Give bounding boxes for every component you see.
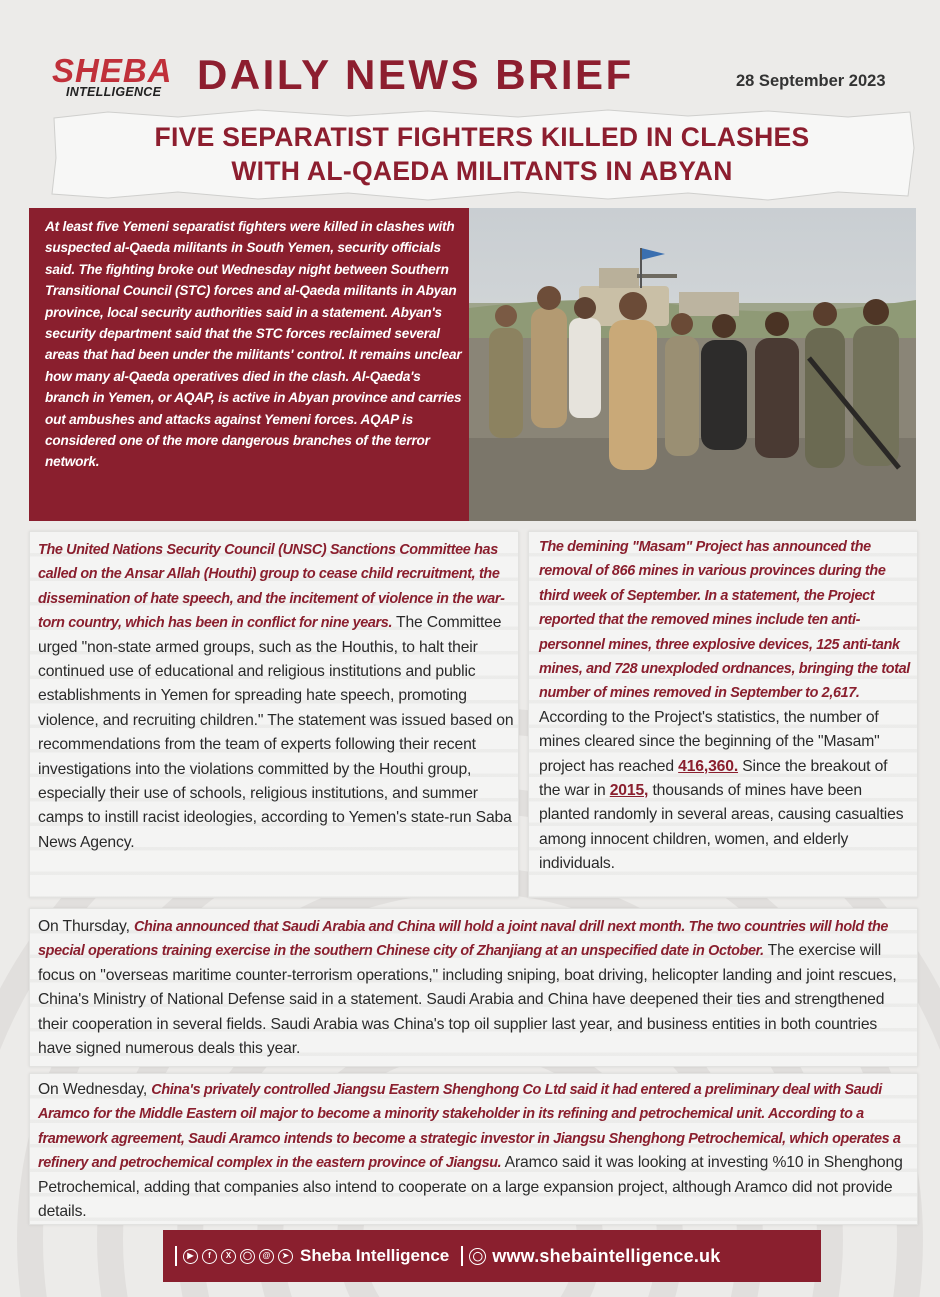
article-highlight: China's privately controlled Jiangsu Eastern Shenghong Co Ltd said it had entered a preliminary deal with Saudi Aramco for the Middle Eastern oil major to become a minority stakeholder in its refining and petrochemical unit. According to a framework agreement, Saudi Aramco intends to become a strategic investor in Jiangsu Shenghong Petrochemical, which operates a refinery and petrochemical complex in the eastern province of Jiangsu.	[38, 1082, 901, 1172]
sheba-logo	[52, 54, 192, 100]
logo-subtitle: INTELLIGENCE	[66, 85, 162, 99]
article-body: thousands of mines have been planted randomly in several areas, causing casualties among innocent children, women, and elderly individuals.	[539, 782, 904, 873]
article-text	[38, 915, 914, 1061]
telegram-icon[interactable]: ➤	[278, 1249, 293, 1264]
news-photo	[469, 208, 916, 521]
footer-divider	[175, 1246, 177, 1266]
x-icon[interactable]: X	[221, 1249, 236, 1264]
threads-icon[interactable]: @	[259, 1249, 274, 1264]
photo-soldiers-illustration	[469, 208, 916, 521]
article-highlight: The United Nations Security Council (UNSC) Sanctions Committee has called on the Ansar Allah (Houthi) group to cease child recruitment, the dissemination of hate speech, and the incitement of violence in the war-torn country, which has been in conflict for nine years.	[38, 542, 505, 632]
article-body: According to the Project's statistics, the number of mines cleared since the beginning of the "Masam" project has reached	[539, 708, 880, 775]
article-text	[38, 1078, 914, 1224]
article-saudi-china-drill	[29, 908, 918, 1067]
headline-line-2: WITH AL-QAEDA MILITANTS IN ABYAN	[231, 156, 733, 186]
footer-brand: Sheba Intelligence	[300, 1246, 450, 1265]
article-body: Aramco said it was looking at investing %10 in Shenghong Petrochemical, adding that companies also intend to cooperate on a large expansion project, although Aramco did not provide details.	[38, 1154, 903, 1221]
article-masam-demining	[528, 531, 918, 898]
article-lead: On Thursday,	[38, 918, 134, 935]
article-unsc-houthi	[29, 531, 519, 898]
website-link[interactable]: www.shebaintelligence.uk	[492, 1245, 721, 1266]
article-text	[38, 538, 516, 855]
globe-icon: ◯	[469, 1248, 486, 1265]
article-body: The exercise will focus on "overseas maritime counter-terrorism operations," including sniping, boat driving, helicopter landing and joint rescues, China's Ministry of National Defense said in a statement. Saudi Arabia and China have deepened their ties and strengthened their cooperation in several fields. Saudi Arabia was China's top oil supplier last year, and business entities in both countries have signed numerous deals this year.	[38, 942, 897, 1058]
page-title: DAILY NEWS BRIEF	[197, 51, 634, 98]
footer-bar	[163, 1230, 821, 1282]
instagram-icon[interactable]: ◯	[240, 1249, 255, 1264]
mines-total-value: 416,360.	[678, 757, 739, 775]
article-body: Since the breakout of the war in	[539, 757, 888, 800]
lead-text: At least five Yemeni separatist fighters were killed in clashes with suspected al-Qaeda militants in South Yemen, security officials said. The fighting broke out Wednesday night between Southern Transitional Council (STC) forces and al-Qaeda militants in Abyan province, local security authorities said in a statement. Abyan's security department said that the STC forces reclaimed several areas that had been under the militants' control. It remains unclear how many al-Qaeda operatives died in the clash. Al-Qaeda's branch in Yemen, or AQAP, is active in Abyan province and carries out ambushes and attacks against Yemeni forces. AQAP is considered one of the more dangerous branches of the terror network.	[45, 219, 462, 470]
facebook-icon[interactable]: f	[202, 1249, 217, 1264]
war-year-value: 2015,	[609, 782, 649, 800]
article-body: The Committee urged "non-state armed groups, such as the Houthis, to halt their continued use of educational and religious institutions and public establishments in Yemen for spreading hate speech, promoting violence, and recruiting children." The statement was issued based on recommendations from the team of experts following their recent investigations into the violations committed by the Houthi group, especially their use of schools, religious institutions, and summer camps to instill racist ideologies, according to Yemen's state-run Saba News Agency.	[38, 614, 514, 851]
youtube-icon[interactable]: ▶	[183, 1249, 198, 1264]
headline-banner	[48, 108, 916, 203]
article-lead: On Wednesday,	[38, 1081, 152, 1098]
footer-divider	[461, 1246, 463, 1266]
article-aramco-shenghong	[29, 1073, 918, 1225]
article-text	[539, 535, 911, 877]
issue-date: 28 September 2023	[736, 72, 886, 90]
article-highlight: The demining "Masam" Project has announced the removal of 866 mines in various provinces during the third week of September. In a statement, the Project reported that the removed mines include ten anti-personnel mines, three explosive devices, 125 anti-tank mines, and 728 unexploded ordnances, bringing the total number of mines removed in September to 2,617.	[539, 539, 910, 702]
article-highlight: China announced that Saudi Arabia and China will hold a joint naval drill next month. The two countries will hold the special operations training exercise in the southern Chinese city of Zhanjiang at an unspecified date in October.	[38, 919, 889, 960]
lead-summary-panel	[29, 208, 469, 521]
logo-wordmark: SHEBA	[52, 52, 173, 89]
headline-line-1: FIVE SEPARATIST FIGHTERS KILLED IN CLASHES	[154, 122, 810, 152]
